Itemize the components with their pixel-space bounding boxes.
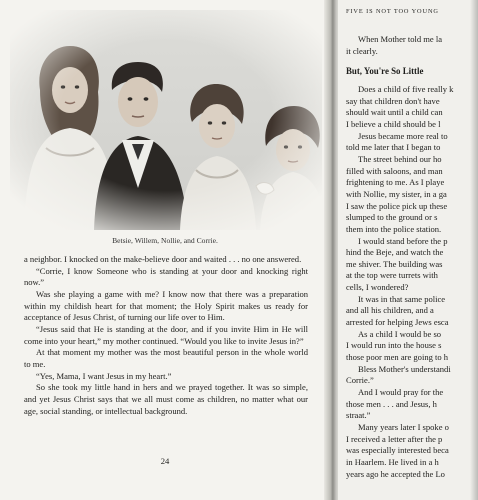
text-line: it clearly. <box>346 45 378 56</box>
right-body-text <box>346 34 478 480</box>
text-line: frightening to me. As I playe <box>346 177 445 188</box>
text-line: I saw the police pick up these <box>346 200 448 211</box>
text-line: As a child I would be so <box>358 328 442 339</box>
text-line: those poor men are going to h <box>346 352 449 363</box>
text-line: I believe a child should be l <box>346 118 441 129</box>
page-number: 24 <box>160 456 170 466</box>
text-line: hind the Beje, and watch the <box>346 247 444 258</box>
paragraph: a neighbor. I knocked on the make-believe door and waited . . . no one answered. <box>24 254 302 264</box>
text-line: arrested for helping Jews esca <box>346 317 449 328</box>
family-photo <box>10 10 322 230</box>
running-head: FIVE IS NOT TOO YOUNG <box>346 8 439 15</box>
text-line: at the top were turrets with <box>346 270 438 281</box>
text-line: those men . . . and Jesus, h <box>346 398 437 409</box>
paragraph: “Yes, Mama, I want Jesus in my heart.” <box>36 370 172 381</box>
text-line: It was in that same police <box>358 293 446 304</box>
paragraph: “Corrie, I know Someone who is standing at your door and knocking right now.” <box>24 265 308 288</box>
text-line: Corrie.” <box>346 375 374 386</box>
right-page <box>338 0 478 500</box>
text-line: Many years later I spoke o <box>358 422 449 432</box>
page-edge-shadow <box>470 0 478 500</box>
text-line: told me later that I began to <box>346 142 441 153</box>
left-body-text <box>24 254 308 417</box>
text-line: The street behind our ho <box>358 153 442 164</box>
text-line: should wait until a child can <box>346 107 443 118</box>
text-line: in Haarlem. He lived in a h <box>346 456 439 467</box>
text-line: them into the police station. <box>346 223 442 234</box>
paragraph: Was she playing a game with me? I know now that there was a preparation within my childish heart for that moment; the Holy Spirit makes us ready for acceptance of Jesus Christ, of turning our life over to Him. <box>24 288 308 323</box>
text-line: I received a letter after the p <box>346 433 443 444</box>
photo-caption: Betsie, Willem, Nollie, and Corrie. <box>112 236 218 245</box>
text-line: When Mother told me la <box>358 34 443 44</box>
text-line: say that children don't have <box>346 95 440 106</box>
text-line: And I would pray for the <box>358 387 444 398</box>
section-heading: But, You're So Little <box>346 66 424 77</box>
text-line: was especially interested beca <box>346 445 449 456</box>
text-line: me shiver. The building was <box>346 258 443 269</box>
paragraph: “Jesus said that He is standing at the door, and if you invite Him in He will come into your heart,” my mother continued. “Would you like to invite Jesus in?” <box>24 323 308 346</box>
text-line: slumped to the ground or s <box>346 212 438 223</box>
text-line: I would run into the house s <box>346 340 442 351</box>
text-line: Bless Mother's understandi <box>358 363 451 374</box>
text-line: Does a child of five really k <box>358 83 454 94</box>
paragraph: At that moment my mother was the most beautiful person in the whole world to me. <box>24 347 308 369</box>
text-line: filled with saloons, and man <box>346 165 443 176</box>
text-line: straat.” <box>346 410 371 421</box>
text-line: Jesus became more real to <box>358 130 448 141</box>
text-line: years ago he accepted the Lo <box>346 468 445 479</box>
paragraph: So she took my little hand in hers and we prayed together. It was so simple, and yet Jesus Christ says that we all must come as children, no matter what our age, social standing, or intellectual background. <box>24 382 308 416</box>
text-line: with Nollie, my sister, in a ga <box>346 188 447 199</box>
text-line: and all his children, and a <box>346 305 434 316</box>
text-line: I would stand before the p <box>358 235 448 246</box>
text-line: cells, I wondered? <box>346 282 409 293</box>
